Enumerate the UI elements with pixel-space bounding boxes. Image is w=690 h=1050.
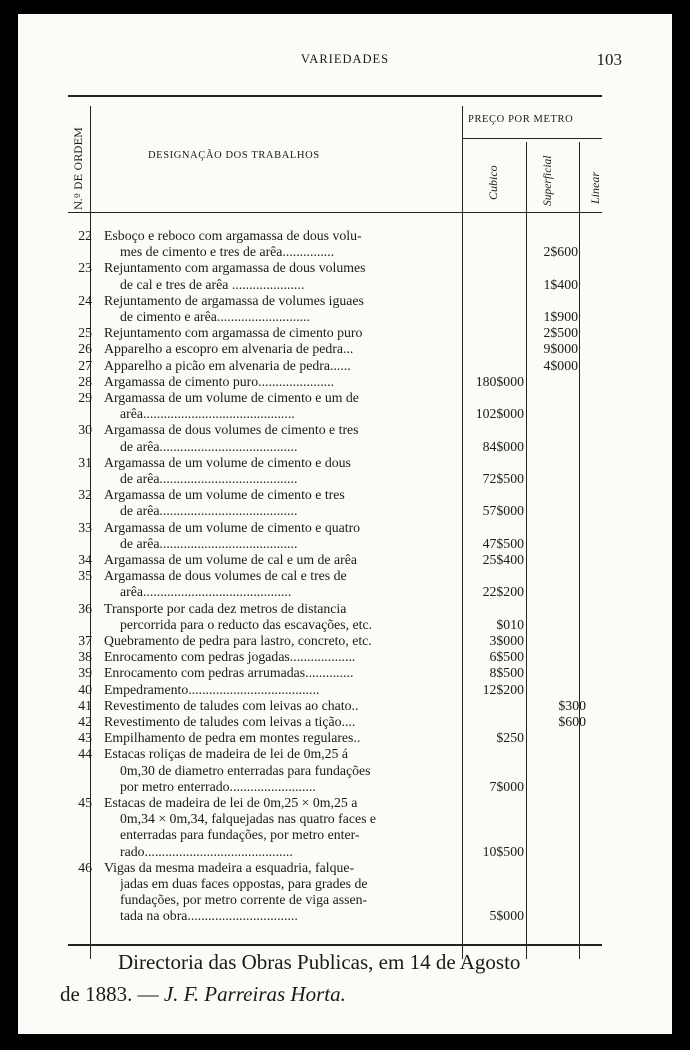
row-description: Rejuntamento de argamassa de volumes iguaes [104, 292, 364, 308]
row-number: 29 [78, 390, 92, 405]
row-description: Argamassa de um volume de cimento e tres [104, 487, 345, 503]
row-description: Argamassa de dous volumes de cal e tres de [104, 568, 347, 584]
running-title: VARIEDADES [300, 52, 390, 66]
table-row [18, 422, 672, 454]
cubico-price: $250 [496, 730, 524, 746]
footer-line-1: Directoria das Obras Publicas, em 14 de Agosto [118, 950, 521, 974]
row-description: de arêa........................................ [120, 438, 298, 454]
row-number: 43 [78, 730, 92, 746]
row-description: de arêa........................................ [120, 535, 298, 551]
row-number: 46 [78, 859, 92, 875]
row-number: 31 [78, 454, 92, 470]
table-row [18, 698, 672, 714]
footer-signature: J. F. Parreiras Horta. [163, 982, 346, 1006]
linear-price: $300 [558, 697, 586, 713]
cubico-price: 10$500 [482, 843, 524, 859]
top-rule [68, 95, 602, 97]
row-number: 32 [78, 487, 92, 503]
cubico-price: 3$000 [489, 633, 524, 648]
cubico-price: 180$000 [475, 373, 524, 389]
row-description: Empilhamento de pedra em montes regulares.. [104, 730, 361, 746]
cubico-price: 25$400 [482, 552, 524, 567]
table-row [18, 860, 672, 925]
superficial-price: 2$600 [543, 244, 578, 260]
table-row [18, 358, 672, 374]
row-description: 0m,34 × 0m,34, falquejadas nas quatro faces e [120, 811, 377, 827]
table-row [18, 341, 672, 357]
cubico-price: 6$500 [489, 649, 524, 665]
document-page [18, 14, 672, 1034]
table-row [18, 746, 672, 795]
ordem-header: N.º DE ORDEM [73, 127, 85, 210]
table-row [18, 568, 672, 600]
row-description: Argamassa de um volume de cimento e dous [104, 454, 351, 470]
row-description: rado........................................... [120, 843, 293, 859]
header-bottom-rule [68, 212, 602, 213]
table-row [18, 390, 672, 422]
row-number: 22 [78, 228, 92, 243]
row-description: Revestimento de taludes com leivas a tição.... [104, 714, 356, 729]
row-description: arêa............................................ [120, 406, 295, 422]
row-description: Empedramento...................................... [104, 681, 320, 697]
row-number: 26 [78, 341, 92, 357]
row-description: Estacas de madeira de lei de 0m,25 × 0m,25 a [104, 795, 358, 810]
row-description: de cimento e arêa........................... [120, 308, 311, 324]
row-description: Revestimento de taludes com leivas ao chato.. [104, 697, 359, 713]
row-description: Rejuntamento com argamassa de cimento puro [104, 325, 363, 341]
row-number: 45 [78, 795, 92, 810]
cubico-price: 102$000 [475, 406, 524, 422]
cubico-price: 5$000 [489, 908, 524, 924]
row-number: 24 [78, 292, 92, 308]
cubico-price: 47$500 [482, 535, 524, 551]
running-header [18, 50, 672, 70]
cubico-price: 57$000 [482, 503, 524, 519]
row-number: 28 [78, 373, 92, 389]
table-row [18, 293, 672, 325]
row-description: de arêa........................................ [120, 503, 298, 519]
row-description: Quebramento de pedra para lastro, concreto, etc. [104, 633, 372, 648]
row-description: Apparelho a picão em alvenaria de pedra...... [104, 357, 351, 373]
row-description: enterradas para fundações, por metro enter- [120, 827, 360, 843]
row-description: por metro enterrado......................... [120, 778, 316, 794]
row-description: Argamassa de um volume de cimento e quatro [104, 519, 361, 535]
linear-price: $600 [558, 714, 586, 729]
row-description: Argamassa de cimento puro...................... [104, 373, 335, 389]
table-row [18, 260, 672, 292]
footer-line-2 [60, 982, 346, 1007]
table-row [18, 552, 672, 568]
table-row [18, 228, 672, 260]
row-description: percorrida para o reducto das escavações, etc. [120, 616, 373, 632]
row-description: Argamassa de um volume de cimento e um de [104, 390, 359, 405]
table-row [18, 325, 672, 341]
row-description: Transporte por cada dez metros de distancia [104, 600, 347, 616]
cubico-header: Cubico [486, 165, 500, 200]
row-description: 0m,30 de diametro enterradas para fundações [120, 762, 371, 778]
superficial-price: 2$500 [543, 325, 578, 341]
superficial-header: Superficial [542, 155, 554, 206]
row-description: jadas em duas faces oppostas, para grades de [120, 875, 368, 891]
table-row [18, 455, 672, 487]
row-description: Argamassa de um volume de cal e um de arêa [104, 552, 357, 567]
cubico-price: 84$000 [482, 438, 524, 454]
row-number: 40 [78, 681, 92, 697]
linear-header: Linear [588, 171, 602, 204]
cubico-price: $010 [496, 616, 524, 632]
superficial-price: 4$000 [543, 357, 578, 373]
table-row [18, 682, 672, 698]
footer-date: de 1883. — [60, 982, 159, 1006]
row-number: 39 [78, 665, 92, 681]
row-number: 30 [78, 422, 92, 438]
table-row [18, 665, 672, 681]
superficial-price: 1$400 [543, 276, 578, 292]
preco-rule [462, 138, 602, 139]
row-number: 33 [78, 519, 92, 535]
row-number: 36 [78, 600, 92, 616]
row-number: 27 [78, 357, 92, 373]
table-row [18, 730, 672, 746]
table-row [18, 487, 672, 519]
row-description: Vigas da mesma madeira a esquadria, falque- [104, 859, 355, 875]
cubico-price: 72$500 [482, 470, 524, 486]
designacao-header: DESIGNAÇÃO DOS TRABALHOS [148, 150, 320, 161]
row-description: mes de cimento e tres de arêa............... [120, 244, 335, 260]
row-number: 34 [78, 552, 92, 567]
row-number: 37 [78, 633, 92, 648]
row-description: Esboço e reboco com argamassa de dous volu- [104, 228, 362, 243]
table-row [18, 795, 672, 860]
row-description: Enrocamento com pedras jogadas................... [104, 649, 356, 665]
cubico-price: 22$200 [482, 584, 524, 600]
preco-header: PREÇO POR METRO [468, 114, 574, 125]
row-description: de arêa........................................ [120, 470, 298, 486]
table-row [18, 520, 672, 552]
cubico-price: 8$500 [489, 665, 524, 681]
row-number: 23 [78, 260, 92, 276]
table-row [18, 714, 672, 730]
cubico-price: 7$000 [489, 778, 524, 794]
table-row [18, 374, 672, 390]
row-description: tada na obra................................ [120, 908, 298, 924]
row-number: 44 [78, 746, 92, 762]
row-number: 25 [78, 325, 92, 341]
row-number: 38 [78, 649, 92, 665]
row-description: Apparelho a escopro em alvenaria de pedra... [104, 341, 354, 357]
row-description: fundações, por metro corrente de viga assen- [120, 892, 368, 908]
table-row [18, 633, 672, 649]
page-number: 103 [596, 50, 622, 69]
cubico-price: 12$200 [482, 681, 524, 697]
table-row [18, 601, 672, 633]
row-description: Argamassa de dous volumes de cimento e tres [104, 422, 359, 438]
row-description: arêa........................................... [120, 584, 292, 600]
table-row [18, 649, 672, 665]
row-description: Rejuntamento com argamassa de dous volumes [104, 260, 366, 276]
superficial-price: 1$900 [543, 308, 578, 324]
bottom-rule [68, 944, 602, 946]
row-number: 35 [78, 568, 92, 584]
row-description: de cal e tres de arêa ..................... [120, 276, 305, 292]
row-description: Estacas roliças de madeira de lei de 0m,25 á [104, 746, 349, 762]
row-number: 41 [78, 697, 92, 713]
superficial-price: 9$000 [543, 341, 578, 357]
row-description: Enrocamento com pedras arrumadas.............. [104, 665, 354, 681]
row-number: 42 [78, 714, 92, 729]
